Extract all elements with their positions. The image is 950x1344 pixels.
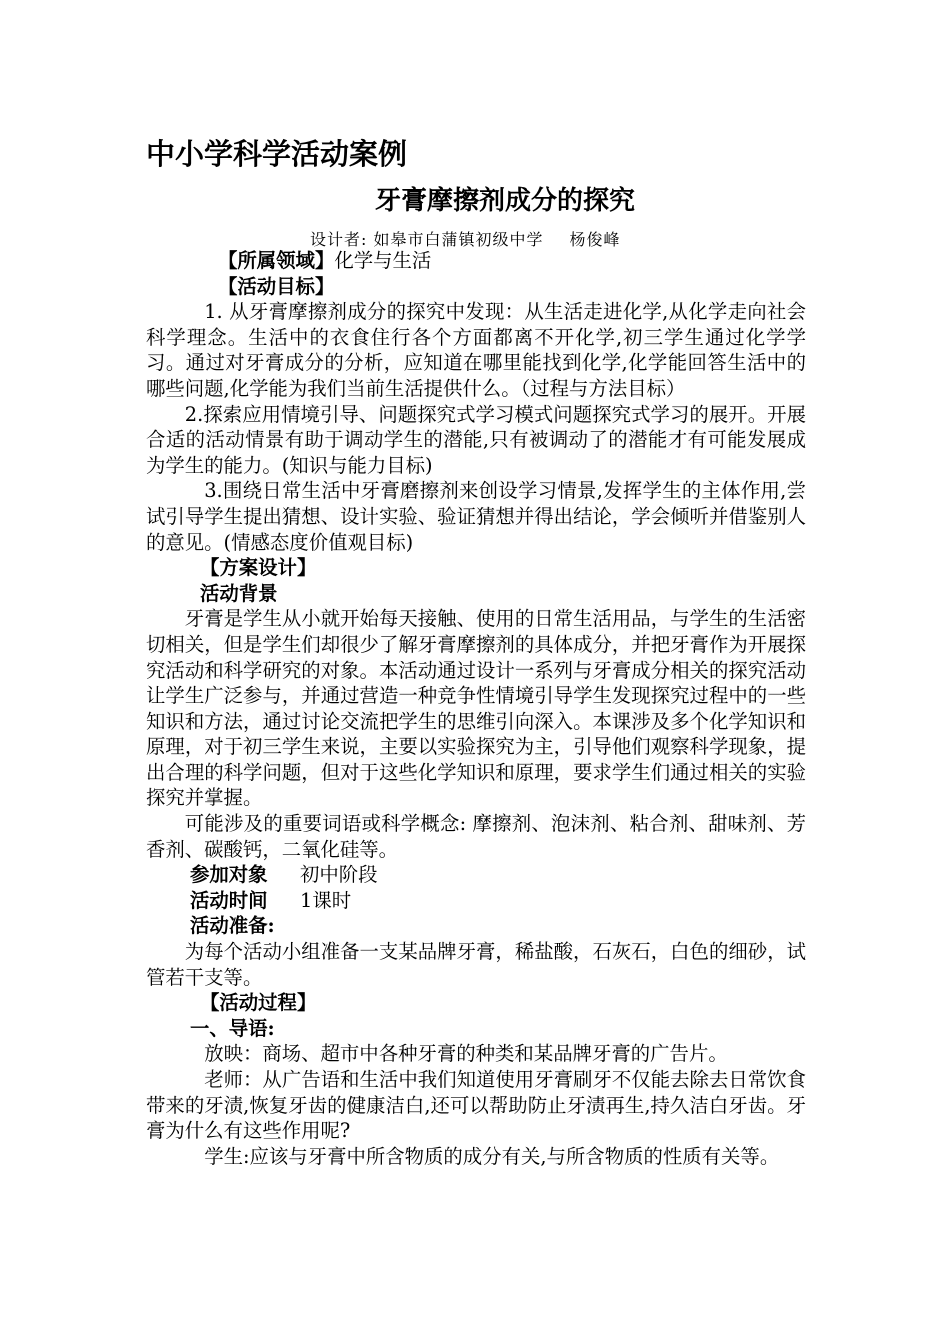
goals-heading: 【活动目标】 bbox=[218, 274, 335, 298]
field-line bbox=[146, 248, 806, 274]
concepts-paragraph: 可能涉及的重要词语或科学概念: 摩擦剂、泡沫剂、粘合剂、甜味剂、芳香剂、碳酸钙，二氧化硅等。 bbox=[146, 812, 806, 861]
background-heading: 活动背景 bbox=[200, 581, 278, 605]
series-title: 中小学科学活动案例 bbox=[146, 137, 408, 171]
time-label: 活动时间 bbox=[190, 888, 268, 912]
time-line bbox=[146, 888, 806, 914]
goal-item-3: 3.围绕日常生活中牙膏磨擦剂来创设学习情景,发挥学生的主体作用,尝试引导学生提出猜想、设计实验、验证猜想并得出结论，学会倾听并借鉴别人的意见。(情感态度价值观目标) bbox=[146, 479, 806, 554]
goal-item-1: 1. 从牙膏摩擦剂成分的探究中发现：从生活走进化学,从化学走向社会科学理念。生活中的衣食住行各个方面都离不开化学,初三学生通过化学学习。通过对牙膏成分的分析，应知道在哪里能找到化学,化学能回答生活中的哪些问题,化学能为我们当前生活提供什么。（过程与方法目标） bbox=[146, 300, 806, 400]
prep-paragraph: 为每个活动小组准备一支某品牌牙膏，稀盐酸，石灰石，白色的细砂，试管若干支等。 bbox=[146, 940, 806, 989]
time-value: 1课时 bbox=[300, 888, 352, 912]
background-paragraph: 牙膏是学生从小就开始每天接触、使用的日常生活用品，与学生的生活密切相关，但是学生们却很少了解牙膏摩擦剂的具体成分，并把牙膏作为开展探究活动和科学研究的对象。本活动通过设计一系列与牙膏成分相关的探究活动让学生广泛参与，并通过营造一种竞争性情境引导学生发现探究过程中的一些知识和方法，通过讨论交流把学生的思维引向深入。本课涉及多个化学知识和原理，对于初三学生来说，主要以实验探究为主，引导他们观察科学现象，提出合理的科学问题，但对于这些化学知识和原理，要求学生们通过相关的实验探究并掌握。 bbox=[146, 607, 806, 810]
designer-name: 杨俊峰 bbox=[569, 230, 621, 249]
field-heading: 【所属领域】 bbox=[218, 249, 335, 272]
designer-line bbox=[310, 227, 621, 250]
field-value: 化学与生活 bbox=[334, 249, 432, 272]
show-paragraph: 放映：商场、超市中各种牙膏的种类和某品牌牙膏的广告片。 bbox=[204, 1042, 728, 1066]
goal-item-2: 2.探索应用情境引导、问题探究式学习模式问题探究式学习的展开。开展合适的活动情景有助于调动学生的潜能,只有被调动了的潜能才有可能发展成为学生的能力。(知识与能力目标) bbox=[146, 402, 806, 477]
document-title: 牙膏摩擦剂成分的探究 bbox=[374, 186, 635, 216]
student-paragraph: 学生:应该与牙膏中所含物质的成分有关,与所含物质的性质有关等。 bbox=[204, 1144, 780, 1168]
document-body bbox=[146, 248, 806, 1169]
audience-label: 参加对象 bbox=[190, 863, 268, 887]
design-heading: 【方案设计】 bbox=[200, 556, 317, 580]
intro-heading: 一、导语: bbox=[190, 1016, 275, 1040]
audience-line bbox=[146, 862, 806, 888]
designer-school: 如皋市白蒲镇初级中学 bbox=[373, 230, 544, 249]
audience-value: 初中阶段 bbox=[300, 863, 378, 887]
teacher-paragraph: 老师：从广告语和生活中我们知道使用牙膏刷牙不仅能去除去日常饮食带来的牙渍,恢复牙齿的健康洁白,还可以帮助防止牙渍再生,持久洁白牙齿。牙膏为什么有这些作用呢? bbox=[146, 1068, 806, 1143]
designer-label: 设计者: bbox=[310, 230, 368, 249]
process-heading: 【活动过程】 bbox=[200, 991, 317, 1015]
prep-heading: 活动准备: bbox=[190, 914, 275, 938]
